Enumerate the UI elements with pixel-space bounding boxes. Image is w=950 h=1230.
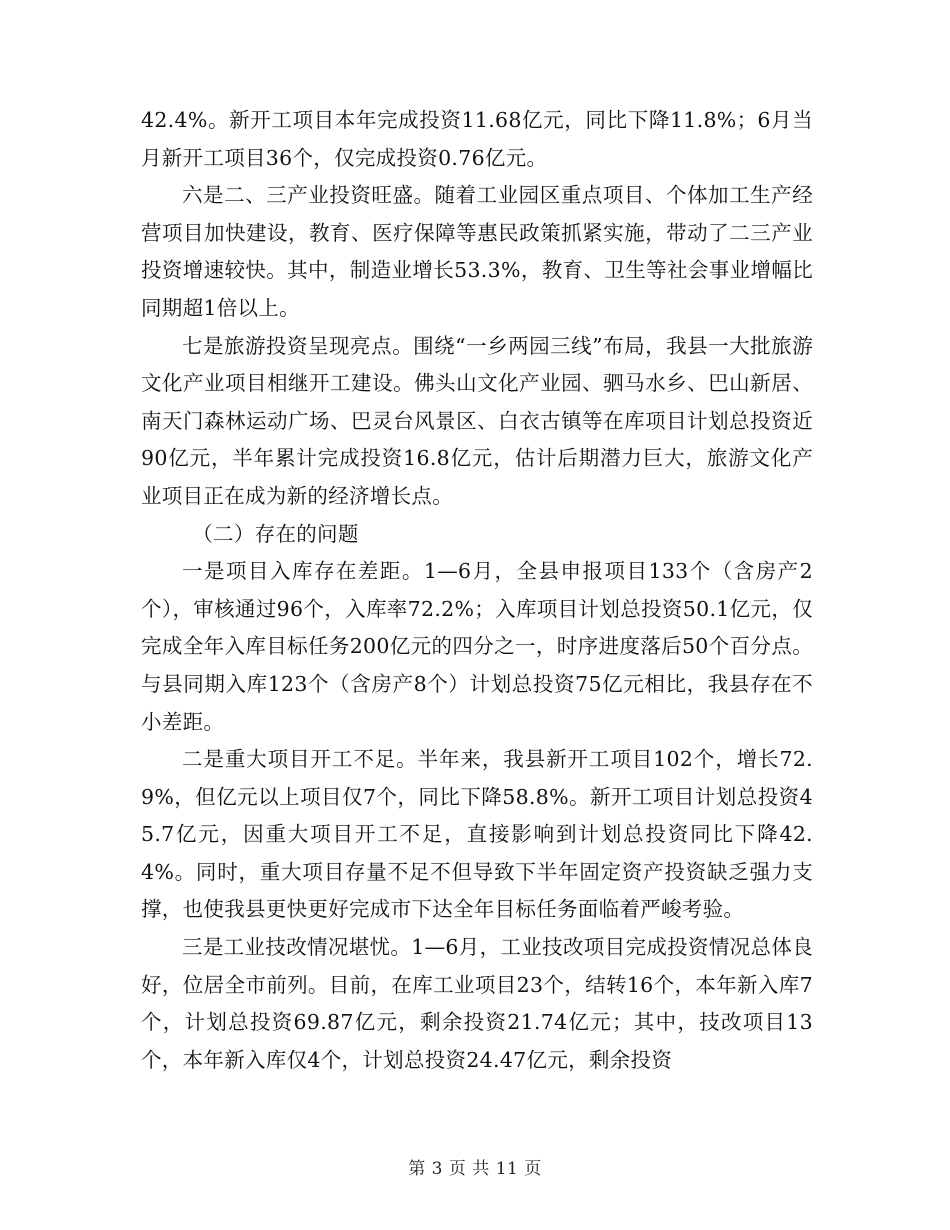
paragraph-project-storage-gap: 一是项目入库存在差距。1—6月，全县申报项目133个（含房产2个），审核通过96个，入库率72.2%；入库项目计划总投资50.1亿元，仅完成全年入库目标任务200亿元的四分之一，时序进度落后50个百分点。与县同期入库123个（含房产8个）计划总投资75亿元相比，我县存在不小差距。	[141, 559, 813, 734]
paragraph-secondary-tertiary-investment: 六是二、三产业投资旺盛。随着工业园区重点项目、个体加工生产经营项目加快建设，教育、医疗保障等惠民政策抓紧实施，带动了二三产业投资增速较快。其中，制造业增长53.3%，教育、卫生等社会事业增幅比同期超1倍以上。	[141, 183, 813, 320]
paragraph-tourism-investment: 七是旅游投资呈现亮点。围绕“一乡两园三线”布局，我县一大批旅游文化产业项目相继开工建设。佛头山文化产业园、驷马水乡、巴山新居、南天门森林运动广场、巴灵台风景区、白衣古镇等在库项目计划总投资近90亿元，半年累计完成投资16.8亿元，估计后期潜力巨大，旅游文化产业项目正在成为新的经济增长点。	[141, 333, 813, 508]
page-number-footer: 第 3 页 共 11 页	[408, 1159, 542, 1179]
document-body	[141, 102, 813, 1079]
section-heading-problems: （二）存在的问题	[192, 521, 359, 546]
paragraph-major-projects-insufficient: 二是重大项目开工不足。半年来，我县新开工项目102个，增长72.9%，但亿元以上项目仅7个，同比下降58.8%。新开工项目计划总投资45.7亿元，因重大项目开工不足，直接影响到计划总投资同比下降42.4%。同时，重大项目存量不足不但导致下半年固定资产投资缺乏强力支撑，也使我县更快更好完成市下达全年目标任务面临着严峻考验。	[141, 747, 813, 922]
paragraph-industrial-renovation: 三是工业技改情况堪忧。1—6月，工业技改项目完成投资情况总体良好，位居全市前列。目前，在库工业项目23个，结转16个，本年新入库7个，计划总投资69.87亿元，剩余投资21.74亿元；其中，技改项目13个，本年新入库仅4个，计划总投资24.47亿元，剩余投资	[141, 935, 813, 1072]
paragraph-continuation: 42.4%。新开工项目本年完成投资11.68亿元，同比下降11.8%；6月当月新开工项目36个，仅完成投资0.76亿元。	[141, 108, 813, 170]
